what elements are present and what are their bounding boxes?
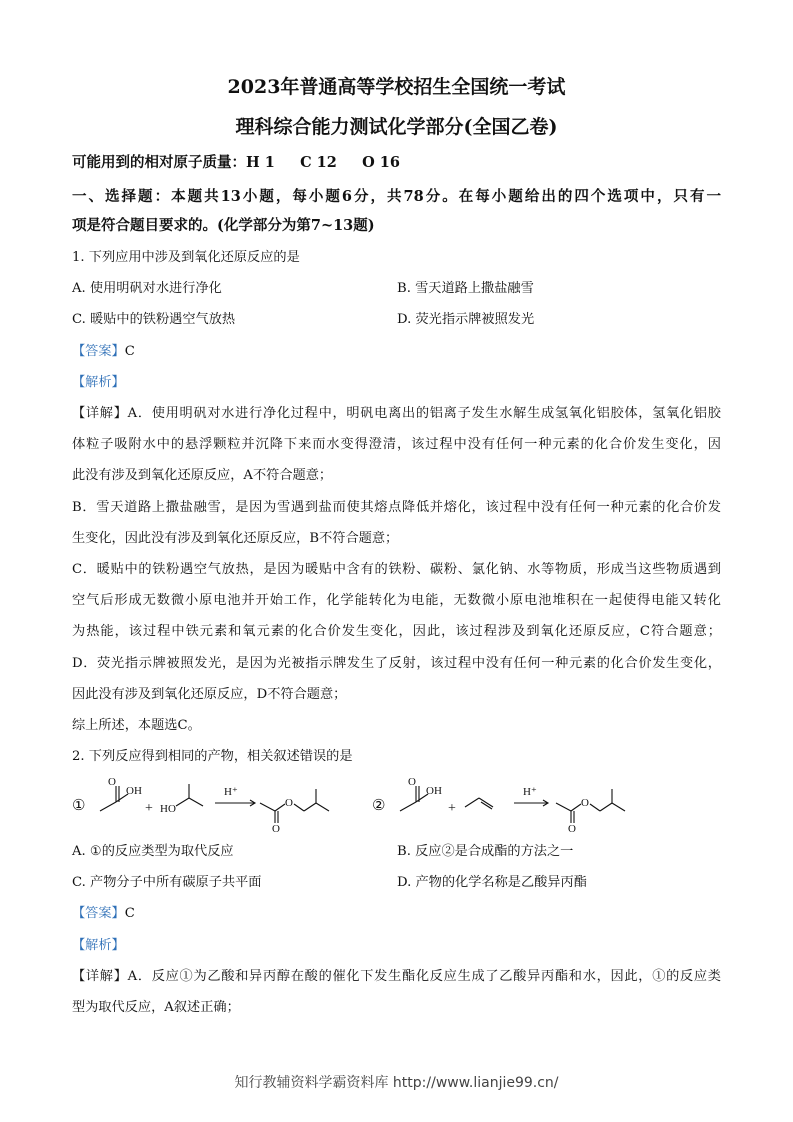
acetic-acid-structure: [400, 786, 428, 811]
svg-text:O: O: [285, 797, 293, 809]
product-structure: [260, 789, 329, 823]
q1-detail-line: C．暖贴中的铁粉遇空气放热，是因为暖贴中含有的铁粉、碳粉、氯化钠、水等物质，形成当这些物质遇到: [72, 562, 721, 577]
reaction-arrow: [215, 800, 255, 806]
q1-option-c: C. 暖贴中的铁粉遇空气放热: [72, 312, 236, 327]
q1-option-b: B. 雪天道路上撒盐融雪: [397, 281, 534, 296]
footer-watermark: 知行教辅资料学霸资料库 http://www.lianjie99.cn/: [234, 1075, 559, 1091]
q1-stem: 1. 下列应用中涉及到氧化还原反应的是: [72, 250, 300, 265]
svg-text:OH: OH: [126, 785, 142, 797]
section-heading-line1: 一、选择题：本题共13小题，每小题6分，共78分。在每小题给出的四个选项中，只有一: [72, 188, 721, 205]
svg-text:HO: HO: [160, 803, 176, 815]
answer-tag: 【答案】: [72, 344, 125, 359]
exam-title: 2023年普通高等学校招生全国统一考试: [227, 76, 566, 98]
q2-answer: [72, 902, 135, 921]
svg-text:H⁺: H⁺: [523, 786, 537, 798]
q2-option-d: D. 产物的化学名称是乙酸异丙酯: [397, 875, 587, 890]
reaction-2-label: ②: [372, 798, 386, 814]
svg-text:OH: OH: [426, 785, 442, 797]
q1-analysis-tag: 【解析】: [72, 375, 125, 390]
q1-detail-line: 为热能，该过程中铁元素和氧元素的化合价发生变化，因此，该过程涉及到氧化还原反应，C符合题意；: [72, 624, 721, 639]
q1-conclusion: 综上所述，本题选C。: [72, 718, 201, 733]
product-structure: [556, 789, 625, 823]
section-heading-line2: 项是符合题目要求的。(化学部分为第7~13题): [72, 217, 375, 234]
q1-detail-line: D．荧光指示牌被照发光，是因为光被指示牌发生了反射，该过程中没有任何一种元素的化合价发生变化，: [72, 656, 721, 671]
acetic-acid-structure: [100, 786, 128, 811]
q1-option-a: A. 使用明矾对水进行净化: [72, 281, 222, 296]
q2-detail-line: 型为取代反应，A叙述正确；: [72, 1000, 240, 1015]
q2-detail-line: 【详解】A．反应①为乙酸和异丙醇在酸的催化下发生酯化反应生成了乙酸异丙酯和水，因此，①的反应类: [72, 969, 721, 984]
svg-text:O: O: [108, 776, 116, 788]
svg-text:O: O: [408, 776, 416, 788]
q1-detail-line: 空气后形成无数微小原电池并开始工作，化学能转化为电能，无数微小原电池堆积在一起使得电能又转化: [72, 593, 721, 608]
isopropanol-structure: [176, 784, 203, 806]
reaction-arrow: [514, 800, 548, 806]
svg-text:+: +: [448, 801, 456, 816]
q1-answer: [72, 340, 135, 359]
q2-analysis-tag: 【解析】: [72, 938, 125, 953]
reaction-1-label: ①: [72, 798, 86, 814]
reaction-2-scheme: [372, 774, 672, 835]
answer-value: C: [124, 906, 135, 921]
q1-option-d: D. 荧光指示牌被照发光: [397, 312, 535, 327]
q1-detail-line: 此没有涉及到氧化还原反应，A不符合题意；: [72, 468, 333, 483]
reaction-1-scheme: [72, 774, 372, 835]
exam-subtitle: 理科综合能力测试化学部分(全国乙卷): [235, 116, 558, 138]
q1-detail-line: B．雪天道路上撒盐融雪，是因为雪遇到盐而使其熔点降低并熔化，该过程中没有任何一种元素的化合价发: [72, 500, 721, 515]
answer-value: C: [124, 344, 135, 359]
q1-detail-line: 因此没有涉及到氧化还原反应，D不符合题意；: [72, 687, 347, 702]
q2-stem: 2. 下列反应得到相同的产物，相关叙述错误的是: [72, 749, 353, 764]
q1-detail-line: 体粒子吸附水中的悬浮颗粒并沉降下来而水变得澄清，该过程中没有任何一种元素的化合价发生变化，因: [72, 437, 721, 452]
svg-text:+: +: [145, 801, 153, 816]
svg-text:O: O: [272, 823, 280, 835]
q2-option-b: B. 反应②是合成酯的方法之一: [397, 844, 574, 859]
q1-detail-line: 【详解】A．使用明矾对水进行净化过程中，明矾电离出的铝离子发生水解生成氢氧化铝胶体，氢氧化铝胶: [72, 406, 721, 421]
q2-option-c: C. 产物分子中所有碳原子共平面: [72, 875, 262, 890]
answer-tag: 【答案】: [72, 906, 125, 921]
atomic-mass-line: 可能用到的相对原子质量：H 1 C 12 O 16: [72, 154, 400, 171]
propene-structure: [465, 798, 493, 809]
q2-option-a: A. ①的反应类型为取代反应: [72, 844, 234, 859]
q1-detail-line: 生变化，因此没有涉及到氧化还原反应，B不符合题意；: [72, 531, 399, 546]
svg-text:O: O: [568, 823, 576, 835]
svg-text:H⁺: H⁺: [224, 786, 238, 798]
svg-text:O: O: [581, 797, 589, 809]
